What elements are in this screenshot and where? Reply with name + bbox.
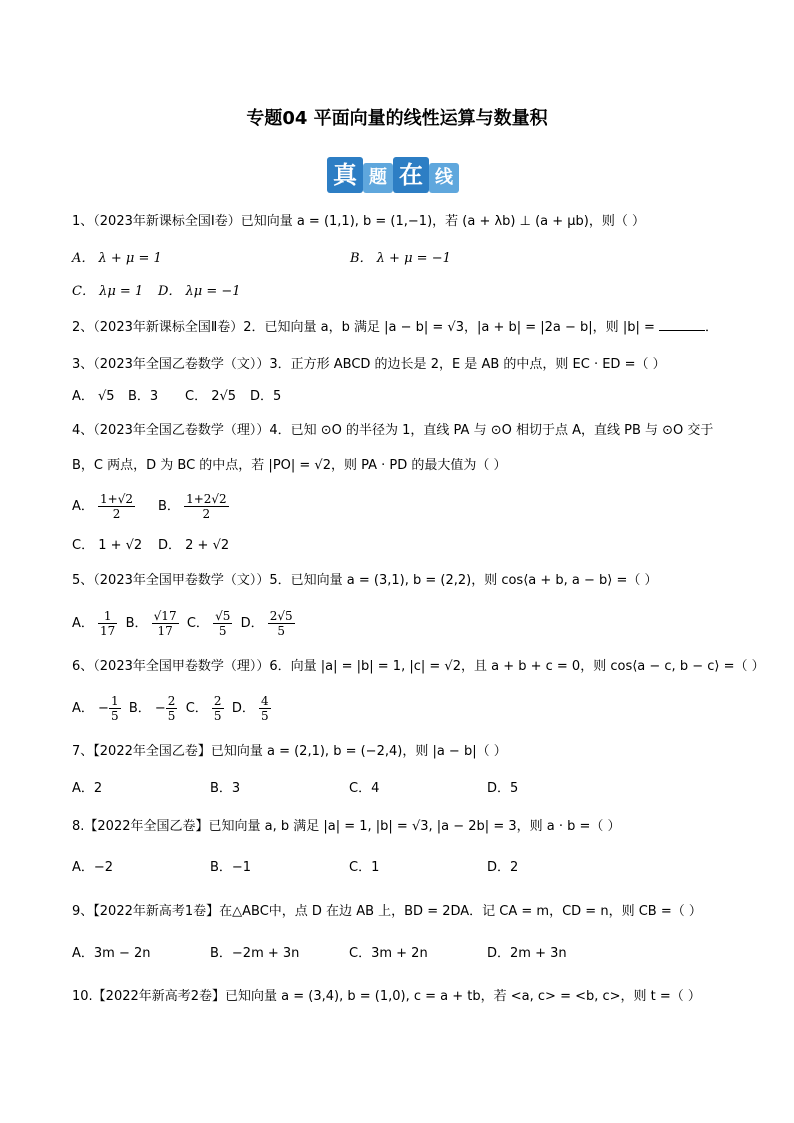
q4-frac-b: $\frac{1+2√2}{2}$ [186, 492, 227, 521]
q3-option-c: C． 2√5 [185, 389, 237, 404]
question-4: 4、（2023年全国乙卷数学（理））4．已知 ⊙O 的半径为 1，直线 PA 与 ⊙O 相切于点 A，直线 PB 与 ⊙O 交于 [72, 423, 714, 438]
q3-option-a: A． √5 [72, 389, 115, 404]
q3-option-d: D．5 [250, 389, 282, 404]
question-3: 3、（2023年全国乙卷数学（文））3．正方形 ABCD 的边长是 2，E 是 AB 的中点，则 EC · ED =（ ） [72, 357, 666, 372]
q5-frac-b: $\frac{√17}{17}$ [153, 609, 177, 638]
q4-frac-a: $\frac{1+√2}{2}$ [100, 492, 134, 521]
question-10: 10.【2022年新高考2卷】已知向量 a = (3,4), b = (1,0), c = a + tb，若 <a, c> = <b, c>，则 t =（ ） [72, 989, 701, 1004]
q2-stem: 2、（2023年新课标全国Ⅱ卷）2．已知向量 a，b 满足 |a − b| = √3，|a + b| = |2a − b|，则 |b| = [72, 320, 655, 335]
question-8: 8.【2022年全国乙卷】已知向量 a, b 满足 |a| = 1, |b| = √3, |a − 2b| = 3，则 a · b =（ ） [72, 819, 621, 834]
q1-option-d: D． λμ = −1 [158, 284, 241, 299]
q7-option-b: B．3 [210, 781, 241, 796]
section-banner [327, 157, 459, 193]
banner-char-3: 在 [393, 157, 429, 193]
banner-char-4: 线 [429, 163, 459, 193]
q9-option-b: B．−2m + 3n [210, 946, 300, 961]
q5-frac-d: $\frac{2√5}{5}$ [269, 609, 293, 638]
question-5: 5、（2023年全国甲卷数学（文））5．已知向量 a = (3,1), b = (2,2)，则 cos⟨a + b, a − b⟩ =（ ） [72, 573, 658, 588]
q9-option-a: A．3m − 2n [72, 946, 151, 961]
question-2: 2、（2023年新课标全国Ⅱ卷）2．已知向量 a，b 满足 |a − b| = √3，|a + b| = |2a − b|，则 |b| = ． [72, 320, 719, 335]
q7-option-d: D．5 [487, 781, 519, 796]
q8-option-d: D．2 [487, 860, 519, 875]
q6-frac-b: $\frac{2}{5}$ [167, 694, 176, 723]
q1-option-b: B． λ + μ = −1 [350, 251, 451, 266]
q8-option-b: B．−1 [210, 860, 252, 875]
q6-options: A． − $\frac{1}{5}$ B． − $\frac{2}{5}$ C． $\frac{2}{5}$ D． $\frac{4}{5}$ [72, 694, 269, 723]
q7-option-c: C．4 [349, 781, 380, 796]
q9-option-d: D．2m + 3n [487, 946, 567, 961]
q8-option-a: A．−2 [72, 860, 114, 875]
q6-frac-d: $\frac{4}{5}$ [260, 694, 269, 723]
q4-option-d: D． 2 + √2 [158, 538, 230, 553]
q4-option-b: B． $\frac{1+2√2}{2}$ [158, 492, 227, 521]
q2-answer-blank [659, 318, 705, 331]
question-6: 6、（2023年全国甲卷数学（理））6．向量 |a| = |b| = 1, |c| = √2，且 a + b + c = 0，则 cos⟨a − c, b − c⟩ =（ ） [72, 659, 765, 674]
q1-option-c: C． λμ = 1 [72, 284, 144, 299]
q3-option-b: B．3 [128, 389, 159, 404]
q4-option-c: C． 1 + √2 [72, 538, 143, 553]
page-title: 专题04 平面向量的线性运算与数量积 [246, 108, 548, 129]
question-9: 9、【2022年新高考1卷】在△ABC中，点 D 在边 AB 上，BD = 2DA．记 CA = m，CD = n，则 CB =（ ） [72, 904, 702, 919]
q7-option-a: A．2 [72, 781, 103, 796]
question-1: 1、（2023年新课标全国Ⅰ卷）已知向量 a = (1,1), b = (1,−1)，若 (a + λb) ⊥ (a + μb)，则（ ） [72, 214, 646, 229]
q9-option-c: C．3m + 2n [349, 946, 428, 961]
banner-char-1: 真 [327, 157, 363, 193]
q5-frac-a: $\frac{1}{17}$ [100, 609, 116, 638]
q5-frac-c: $\frac{√5}{5}$ [215, 609, 231, 638]
q5-options: A． $\frac{1}{17}$ B． $\frac{√17}{17}$ C． $\frac{√5}{5}$ D． $\frac{2√5}{5}$ [72, 609, 293, 638]
q6-frac-c: $\frac{2}{5}$ [213, 694, 222, 723]
q1-option-a: A． λ + μ = 1 [72, 251, 162, 266]
q8-option-c: C．1 [349, 860, 380, 875]
q4-option-a: A． $\frac{1+√2}{2}$ [72, 492, 134, 521]
banner-char-2: 题 [363, 163, 393, 193]
q6-frac-a: $\frac{1}{5}$ [110, 694, 119, 723]
question-7: 7、【2022年全国乙卷】已知向量 a = (2,1), b = (−2,4)，则 |a − b|（ ） [72, 744, 507, 759]
question-4-line-2: B，C 两点，D 为 BC 的中点，若 |PO| = √2，则 PA · PD 的最大值为（ ） [72, 458, 507, 473]
